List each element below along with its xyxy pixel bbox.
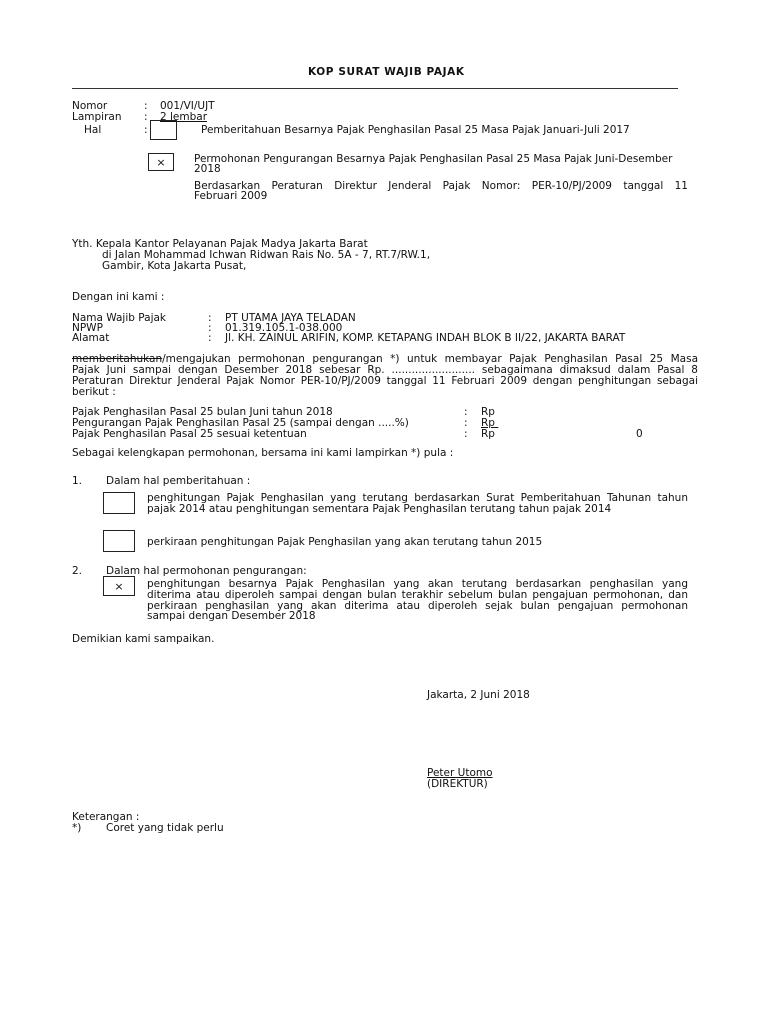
section1-item1-checkbox[interactable] xyxy=(103,492,135,514)
calc-row-3-label: Pajak Penghasilan Pasal 25 sesuai ketentuan xyxy=(72,428,307,440)
taxpayer-npwp-label: NPWP xyxy=(72,322,103,334)
section2-item-line1: penghitungan besarnya Pajak Penghasilan yang akan terutang berdasarkan penghasilan yang xyxy=(147,578,688,590)
calc-row-3-currency: Rp xyxy=(481,428,495,440)
section1-title: Dalam hal pemberitahuan : xyxy=(106,475,251,487)
taxpayer-name-value: PT UTAMA JAYA TELADAN xyxy=(225,312,356,324)
taxpayer-name-colon: : xyxy=(208,312,212,324)
notes-marker: *) xyxy=(72,822,82,834)
calc-row-3-colon: : xyxy=(464,428,468,440)
hal-colon: : xyxy=(144,124,148,136)
legal-basis-line2: Februari 2009 xyxy=(194,190,268,202)
calc-row-2-colon: : xyxy=(464,417,468,429)
hal-option-2-text-line1: Permohonan Pengurangan Besarnya Pajak Penghasilan Pasal 25 Masa Pajak Juni-Desember xyxy=(194,153,673,165)
calc-row-1-label: Pajak Penghasilan Pasal 25 bulan Juni tahun 2018 xyxy=(72,406,333,418)
calc-row-2-label: Pengurangan Pajak Penghasilan Pasal 25 (sampai dengan .....%) xyxy=(72,417,409,429)
hal-option-2-checkbox[interactable] xyxy=(148,153,174,171)
section2-item-line3: perkiraan penghasilan yang akan diterima atau diperoleh sejak bulan pengajuan permohonan xyxy=(147,600,688,612)
taxpayer-address-label: Alamat xyxy=(72,332,110,344)
taxpayer-name-label: Nama Wajib Pajak xyxy=(72,312,166,324)
section1-item2-line1: perkiraan penghitungan Pajak Penghasilan yang akan terutang tahun 2015 xyxy=(147,536,543,548)
taxpayer-address-colon: : xyxy=(208,332,212,344)
taxpayer-npwp-value: 01.319.105.1-038.000 xyxy=(225,322,343,334)
hal-option-2-text-line2: 2018 xyxy=(194,163,221,175)
section2-item-line2: diterima atau diperoleh sampai dengan bulan terakhir sebelum bulan pengajuan permohonan, dan xyxy=(147,589,688,601)
signature-place-date: Jakarta, 2 Juni 2018 xyxy=(427,689,530,701)
notes-title: Keterangan : xyxy=(72,811,140,823)
calc-row-1-currency: Rp xyxy=(481,406,495,418)
hal-option-1-checkbox[interactable] xyxy=(150,120,177,140)
section2-title: Dalam hal permohonan pengurangan: xyxy=(106,565,307,577)
signature-title: (DIREKTUR) xyxy=(427,778,488,790)
section2-item-checkbox[interactable] xyxy=(103,576,135,596)
attachments-intro: Sebagai kelengkapan permohonan, bersama ini kami lampirkan *) pula : xyxy=(72,447,454,459)
check-mark-icon: × xyxy=(114,579,124,593)
recipient-line1: Yth. Kepala Kantor Pelayanan Pajak Madya Jakarta Barat xyxy=(72,238,368,250)
hal-label: Hal xyxy=(84,124,102,136)
body-para-line1-rest: /mengajukan permohonan pengurangan *) untuk membayar Pajak Penghasilan Pasal 25 Masa xyxy=(162,353,698,365)
lampiran-label: Lampiran xyxy=(72,111,122,123)
section1-item2-checkbox[interactable] xyxy=(103,530,135,552)
calc-row-1-colon: : xyxy=(464,406,468,418)
legal-basis-line1: Berdasarkan Peraturan Direktur Jenderal Pajak Nomor: PER-10/PJ/2009 tanggal 11 xyxy=(194,180,688,192)
nomor-value: 001/VI/UJT xyxy=(160,100,215,112)
section1-number: 1. xyxy=(72,475,83,487)
body-para-line4: berikut : xyxy=(72,386,116,398)
section1-item1-line1: penghitungan Pajak Penghasilan yang terutang berdasarkan Surat Pemberitahuan Tahunan tahun xyxy=(147,492,688,504)
check-mark-icon: × xyxy=(156,155,166,169)
notes-text: Coret yang tidak perlu xyxy=(106,822,224,834)
header-divider xyxy=(72,88,678,89)
nomor-colon: : xyxy=(144,100,148,112)
intro-text: Dengan ini kami : xyxy=(72,291,165,303)
recipient-line3: Gambir, Kota Jakarta Pusat, xyxy=(102,260,247,272)
body-para-line2: Pajak Juni sampai dengan Desember 2018 sebesar Rp. ......................... sebagaimana dimaksud dalam Pasal 8 xyxy=(72,364,698,376)
closing-text: Demikian kami sampaikan. xyxy=(72,633,215,645)
hal-option-1-text: Pemberitahuan Besarnya Pajak Penghasilan Pasal 25 Masa Pajak Januari-Juli 2017 xyxy=(201,124,630,136)
letterhead-title: KOP SURAT WAJIB PAJAK xyxy=(308,66,465,78)
signature-name: Peter Utomo xyxy=(427,767,493,779)
nomor-label: Nomor xyxy=(72,100,108,112)
body-para-line3: Peraturan Direktur Jenderal Pajak Nomor PER-10/PJ/2009 tanggal 11 Februari 2009 dengan penghitungan sebagai xyxy=(72,375,698,387)
lampiran-colon: : xyxy=(144,111,148,123)
recipient-line2: di Jalan Mohammad Ichwan Ridwan Rais No. 5A - 7, RT.7/RW.1, xyxy=(102,249,431,261)
taxpayer-npwp-colon: : xyxy=(208,322,212,334)
calc-row-3-value: 0 xyxy=(636,428,643,440)
section2-number: 2. xyxy=(72,565,83,577)
struck-word: memberitahukan xyxy=(72,353,163,365)
calc-row-2-currency-text: Rp xyxy=(481,417,495,429)
taxpayer-address-value: Jl. KH. ZAINUL ARIFIN, KOMP. KETAPANG INDAH BLOK B II/22, JAKARTA BARAT xyxy=(225,332,626,344)
lampiran-value: 2 lembar xyxy=(160,111,208,123)
section1-item1-line2: pajak 2014 atau penghitungan sementara Pajak Penghasilan terutang tahun pajak 2014 xyxy=(147,503,612,515)
section2-item-line4: sampai dengan Desember 2018 xyxy=(147,610,316,622)
